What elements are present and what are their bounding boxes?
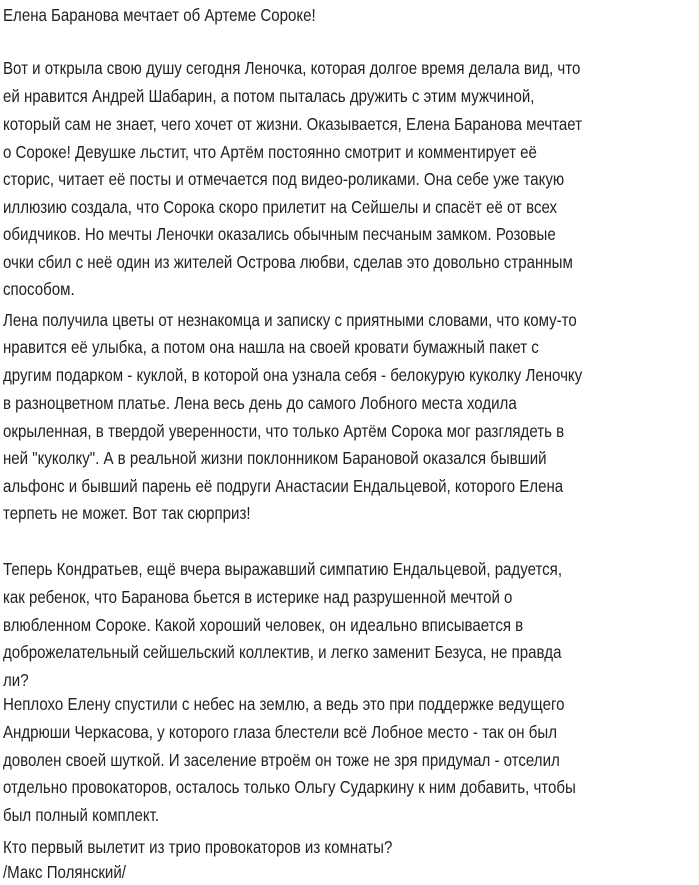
text-line: ей нравится Андрей Шабарин, а потом пыталась дружить с этим мужчиной, bbox=[3, 86, 535, 106]
text-line: Неплохо Елену спустили с небес на землю, а ведь это при поддержке ведущего bbox=[3, 694, 565, 714]
author-signature: /Макс Полянский/ bbox=[3, 862, 126, 882]
text-line: ли? bbox=[3, 670, 29, 690]
text-line: в разноцветном платье. Лена весь день до самого Лобного места ходила bbox=[3, 393, 517, 413]
text-line: обидчиков. Но мечты Леночки оказались обычным песчаным замком. Розовые bbox=[3, 224, 556, 244]
closing-question: Кто первый вылетит из трио провокаторов из комнаты? bbox=[3, 837, 393, 857]
text-line: отдельно провокаторов, осталось только Ольгу Сударкину к ним добавить, чтобы bbox=[3, 777, 576, 797]
text-line: способом. bbox=[3, 279, 75, 299]
text-line: Лена получила цветы от незнакомца и записку с приятными словами, что кому-то bbox=[3, 310, 577, 330]
text-line: окрыленная, в твердой уверенности, что только Артём Сорока мог разглядеть в bbox=[3, 421, 565, 441]
text-line: нравится её улыбка, а потом она нашла на своей кровати бумажный пакет с bbox=[3, 337, 539, 357]
text-line: как ребенок, что Баранова бьется в истерике над разрушенной мечтой о bbox=[3, 587, 513, 607]
text-line: иллюзию создала, что Сорока скоро прилетит на Сейшелы и спасёт её от всех bbox=[3, 197, 558, 217]
text-line: очки сбил с неё один из жителей Острова любви, сделав это довольно странным bbox=[3, 252, 573, 272]
text-line: терпеть не может. Вот так сюрприз! bbox=[3, 503, 251, 523]
text-line: который сам не знает, чего хочет от жизни. Оказывается, Елена Баранова мечтает bbox=[3, 114, 583, 134]
text-line: сторис, читает её посты и отмечается под видео-роликами. Она себе уже такую bbox=[3, 169, 565, 189]
text-line: о Сороке! Девушке льстит, что Артём постоянно смотрит и комментирует её bbox=[3, 142, 537, 162]
text-line: доволен своей шуткой. И заселение втроём он тоже не зря придумал - отселил bbox=[3, 750, 560, 770]
text-line: ней "куколку". А в реальной жизни поклонником Барановой оказался бывший bbox=[3, 448, 547, 468]
text-line: альфонс и бывший парень её подруги Анастасии Ендальцевой, которого Елена bbox=[3, 476, 564, 496]
article-title: Елена Баранова мечтает об Артеме Сороке! bbox=[3, 5, 316, 25]
text-line: доброжелательный сейшельский коллектив, и легко заменит Безуса, не правда bbox=[3, 642, 562, 662]
text-line: другим подарком - куклой, в которой она узнала себя - белокурую куколку Леночку bbox=[3, 365, 583, 385]
text-line: влюбленном Сороке. Какой хороший человек, он идеально вписывается в bbox=[3, 615, 524, 635]
text-line: Андрюши Черкасова, у которого глаза блестели всё Лобное место - так он был bbox=[3, 722, 558, 742]
text-line: Вот и открыла свою душу сегодня Леночка, которая долгое время делала вид, что bbox=[3, 58, 581, 78]
text-line: был полный комплект. bbox=[3, 805, 160, 825]
text-line: Теперь Кондратьев, ещё вчера выражавший симпатию Ендальцевой, радуется, bbox=[3, 559, 563, 579]
